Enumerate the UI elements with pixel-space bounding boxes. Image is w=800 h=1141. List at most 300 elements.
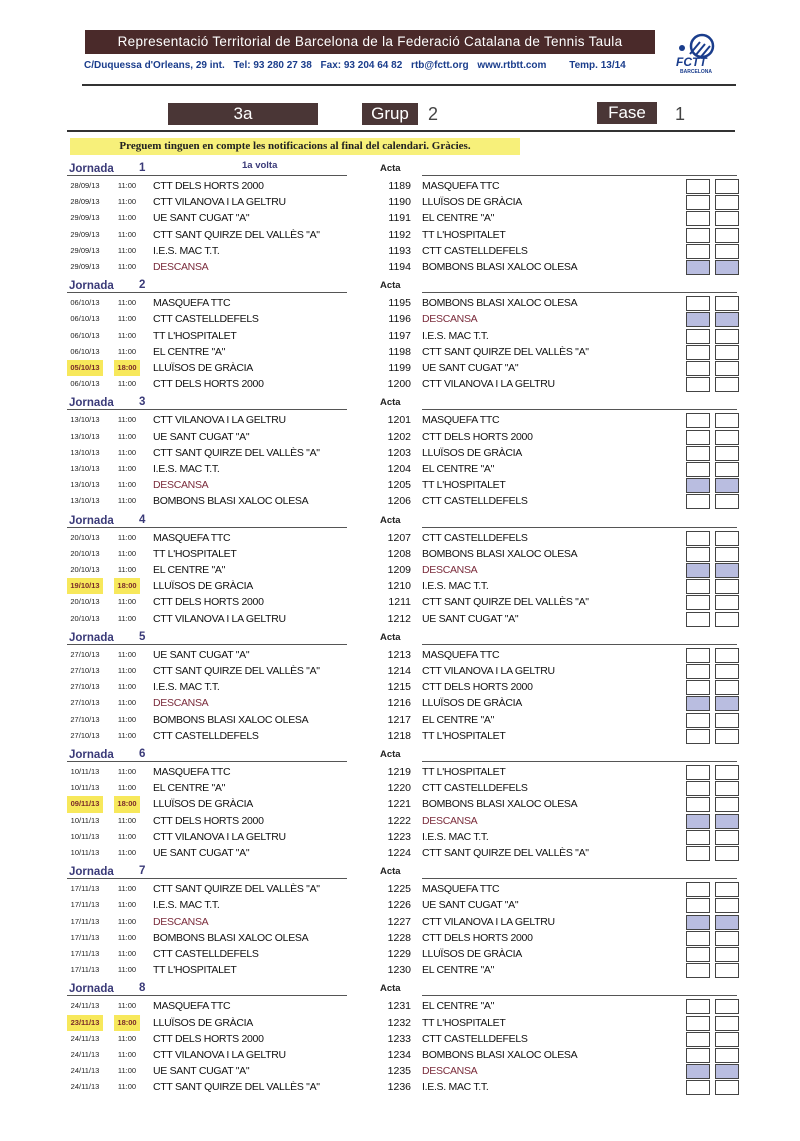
acta-number: 1234 xyxy=(387,1048,411,1061)
away-team: EL CENTRE "A" xyxy=(422,964,495,977)
away-score-box[interactable] xyxy=(715,1080,739,1095)
match-row xyxy=(67,546,737,562)
acta-number: 1195 xyxy=(388,297,411,310)
home-score-box[interactable] xyxy=(686,648,710,663)
acta-number: 1189 xyxy=(388,180,411,192)
header-rule-left xyxy=(67,995,347,996)
acta-number: 1216 xyxy=(387,697,411,710)
match-time: 18:00 xyxy=(114,1015,140,1031)
away-team: CTT DELS HORTS 2000 xyxy=(422,931,533,944)
home-score-box[interactable] xyxy=(686,478,710,493)
notice-banner: Preguem tinguen en compte les notificacions al final del calendari. Gràcies. xyxy=(70,138,520,155)
home-score-box[interactable] xyxy=(686,595,710,610)
home-team: UE SANT CUGAT "A" xyxy=(153,1065,250,1078)
away-team: LLUÏSOS DE GRÀCIA xyxy=(422,947,522,960)
match-date: 24/11/13 xyxy=(70,1033,100,1043)
away-score-box[interactable] xyxy=(715,846,739,861)
match-row xyxy=(67,1063,737,1079)
match-row xyxy=(67,780,737,796)
match-row xyxy=(67,881,737,897)
match-row xyxy=(67,1047,737,1063)
acta-header: Acta xyxy=(380,749,401,760)
away-team: EL CENTRE "A" xyxy=(422,1000,495,1013)
jornada-section xyxy=(67,512,737,627)
away-score-box[interactable] xyxy=(715,446,739,461)
jornada-number: 4 xyxy=(139,513,146,526)
acta-number: 1214 xyxy=(387,664,411,677)
volta-label: 1a volta xyxy=(242,160,278,171)
match-time: 11:00 xyxy=(117,463,137,473)
away-score-box[interactable] xyxy=(715,547,739,562)
svg-text:BARCELONA: BARCELONA xyxy=(680,69,712,74)
home-score-box[interactable] xyxy=(686,446,710,461)
match-date: 28/09/13 xyxy=(70,197,100,207)
home-score-box[interactable] xyxy=(686,494,710,509)
match-time: 11:00 xyxy=(117,831,137,841)
header-rule-left xyxy=(67,409,347,410)
home-score-box[interactable] xyxy=(686,947,710,962)
acta-number: 1213 xyxy=(387,648,411,661)
header-rule-left xyxy=(67,292,347,293)
home-team: I.E.S. MAC T.T. xyxy=(153,899,220,912)
home-score-box[interactable] xyxy=(686,713,710,728)
match-time: 11:00 xyxy=(117,298,137,308)
home-score-box[interactable] xyxy=(686,179,710,194)
home-score-box[interactable] xyxy=(686,797,710,812)
acta-number: 1226 xyxy=(387,899,411,912)
away-team: TT L'HOSPITALET xyxy=(422,228,506,241)
away-score-box[interactable] xyxy=(715,595,739,610)
away-team: TT L'HOSPITALET xyxy=(422,1016,506,1029)
away-score-box[interactable] xyxy=(715,1032,739,1047)
away-score-box[interactable] xyxy=(715,195,739,210)
away-score-box[interactable] xyxy=(715,882,739,897)
away-team: I.E.S. MAC T.T. xyxy=(422,580,489,593)
away-score-box[interactable] xyxy=(715,947,739,962)
match-row xyxy=(67,728,737,744)
away-team: CTT DELS HORTS 2000 xyxy=(422,681,533,694)
away-score-box[interactable] xyxy=(715,931,739,946)
home-score-box[interactable] xyxy=(686,1080,710,1095)
jornada-label: Jornada xyxy=(69,280,114,293)
home-score-box[interactable] xyxy=(686,563,710,578)
match-row xyxy=(67,679,737,695)
match-date: 06/10/13 xyxy=(70,298,100,308)
match-time: 11:00 xyxy=(117,532,137,542)
away-team: CTT CASTELLDEFELS xyxy=(422,244,528,257)
match-date: 13/10/13 xyxy=(70,480,100,490)
away-score-box[interactable] xyxy=(715,244,739,259)
match-time: 11:00 xyxy=(117,213,137,223)
home-score-box[interactable] xyxy=(686,729,710,744)
away-team: BOMBONS BLASI XALOC OLESA xyxy=(422,1048,578,1061)
match-date: 20/10/13 xyxy=(70,597,100,607)
away-score-box[interactable] xyxy=(715,430,739,445)
match-date: 10/11/13 xyxy=(70,815,100,825)
away-score-box[interactable] xyxy=(715,1064,739,1079)
home-score-box[interactable] xyxy=(686,361,710,376)
home-score-box[interactable] xyxy=(686,765,710,780)
away-team: EL CENTRE "A" xyxy=(422,462,495,475)
svg-text:FCTT: FCTT xyxy=(676,55,707,69)
home-score-box[interactable] xyxy=(686,430,710,445)
home-score-box[interactable] xyxy=(686,413,710,428)
jornada-label: Jornada xyxy=(69,983,114,996)
jornada-header xyxy=(67,629,737,647)
away-score-box[interactable] xyxy=(715,1048,739,1063)
email-link[interactable]: rtb@fctt.org xyxy=(411,60,469,71)
home-team: UE SANT CUGAT "A" xyxy=(153,846,250,859)
away-score-box[interactable] xyxy=(715,696,739,711)
home-score-box[interactable] xyxy=(686,579,710,594)
home-score-box[interactable] xyxy=(686,898,710,913)
match-time: 11:00 xyxy=(117,916,137,926)
match-time: 11:00 xyxy=(117,932,137,942)
home-team: CTT VILANOVA I LA GELTRU xyxy=(153,1048,286,1061)
header-rule-right xyxy=(422,292,737,293)
home-score-box[interactable] xyxy=(686,1048,710,1063)
match-date: 13/10/13 xyxy=(70,496,100,506)
acta-number: 1192 xyxy=(388,228,411,241)
away-score-box[interactable] xyxy=(715,296,739,311)
acta-number: 1218 xyxy=(387,729,411,742)
home-team: UE SANT CUGAT "A" xyxy=(153,212,250,225)
match-time: 11:00 xyxy=(117,649,137,659)
acta-number: 1202 xyxy=(387,430,411,443)
match-row xyxy=(67,897,737,913)
home-score-box[interactable] xyxy=(686,882,710,897)
acta-number: 1212 xyxy=(387,612,411,625)
home-team: CTT VILANOVA I LA GELTRU xyxy=(153,612,286,625)
away-score-box[interactable] xyxy=(715,814,739,829)
header-divider xyxy=(82,84,736,86)
home-score-box[interactable] xyxy=(686,963,710,978)
home-score-box[interactable] xyxy=(686,195,710,210)
away-score-box[interactable] xyxy=(715,462,739,477)
home-team: CTT VILANOVA I LA GELTRU xyxy=(153,830,286,843)
match-date: 29/09/13 xyxy=(70,261,100,271)
away-score-box[interactable] xyxy=(715,494,739,509)
home-score-box[interactable] xyxy=(686,999,710,1014)
match-time: 11:00 xyxy=(117,900,137,910)
home-team: BOMBONS BLASI XALOC OLESA xyxy=(153,713,309,726)
home-score-box[interactable] xyxy=(686,1064,710,1079)
away-score-box[interactable] xyxy=(715,830,739,845)
match-row xyxy=(67,461,737,477)
home-score-box[interactable] xyxy=(686,680,710,695)
jornada-section xyxy=(67,629,737,744)
acta-number: 1191 xyxy=(388,212,411,225)
acta-header: Acta xyxy=(380,280,401,292)
match-time: 11:00 xyxy=(117,597,137,607)
away-score-box[interactable] xyxy=(715,999,739,1014)
acta-header: Acta xyxy=(380,983,401,995)
jornada-number: 3 xyxy=(139,396,146,409)
away-score-box[interactable] xyxy=(715,413,739,428)
home-team: DESCANSA xyxy=(153,697,209,710)
away-score-box[interactable] xyxy=(715,664,739,679)
match-date: 27/10/13 xyxy=(70,714,100,724)
grup-label-box: Grup xyxy=(362,103,418,125)
jornada-label: Jornada xyxy=(69,631,114,644)
home-team: CTT SANT QUIRZE DEL VALLÈS "A" xyxy=(153,1081,320,1094)
jornada-header xyxy=(67,863,737,881)
match-date: 17/11/13 xyxy=(70,884,100,894)
acta-number: 1219 xyxy=(387,766,411,778)
match-date: 20/10/13 xyxy=(70,613,100,623)
match-date: 06/10/13 xyxy=(70,330,100,340)
match-date: 27/10/13 xyxy=(70,665,100,675)
match-time: 11:00 xyxy=(117,548,137,558)
acta-number: 1205 xyxy=(387,479,411,492)
match-date: 10/11/13 xyxy=(70,831,100,841)
match-time: 11:00 xyxy=(117,613,137,623)
match-date: 17/11/13 xyxy=(70,948,100,958)
match-row xyxy=(67,663,737,679)
away-team: CTT SANT QUIRZE DEL VALLÈS "A" xyxy=(422,596,589,609)
match-row xyxy=(67,594,737,610)
match-row xyxy=(67,493,737,509)
match-row xyxy=(67,712,737,728)
away-score-box[interactable] xyxy=(715,781,739,796)
match-row xyxy=(67,227,737,243)
away-score-box[interactable] xyxy=(715,915,739,930)
header-rule-left xyxy=(67,527,347,528)
away-team: CTT VILANOVA I LA GELTRU xyxy=(422,378,555,391)
away-score-box[interactable] xyxy=(715,531,739,546)
acta-number: 1196 xyxy=(388,313,411,326)
away-score-box[interactable] xyxy=(715,612,739,627)
match-row xyxy=(67,429,737,445)
jornada-number: 7 xyxy=(139,865,146,878)
home-team: CTT VILANOVA I LA GELTRU xyxy=(153,196,286,209)
away-score-box[interactable] xyxy=(715,312,739,327)
away-score-box[interactable] xyxy=(715,179,739,194)
away-team: DESCANSA xyxy=(422,563,478,576)
season: Temp. 13/14 xyxy=(569,60,626,71)
acta-number: 1206 xyxy=(387,495,411,508)
home-score-box[interactable] xyxy=(686,612,710,627)
away-score-box[interactable] xyxy=(715,765,739,780)
away-score-box[interactable] xyxy=(715,648,739,663)
header-rule-right xyxy=(422,175,737,176)
header-rule-right xyxy=(422,995,737,996)
match-time: 11:00 xyxy=(117,346,137,356)
home-score-box[interactable] xyxy=(686,462,710,477)
home-team: CTT SANT QUIRZE DEL VALLÈS "A" xyxy=(153,228,320,241)
jornada-number: 8 xyxy=(139,982,146,995)
home-score-box[interactable] xyxy=(686,696,710,711)
match-date: 29/09/13 xyxy=(70,213,100,223)
match-row xyxy=(67,344,737,360)
home-team: BOMBONS BLASI XALOC OLESA xyxy=(153,495,309,508)
phone: Tel: 93 280 27 38 xyxy=(233,60,312,71)
home-score-box[interactable] xyxy=(686,846,710,861)
match-row xyxy=(67,477,737,493)
match-row xyxy=(67,796,737,812)
away-score-box[interactable] xyxy=(715,329,739,344)
acta-number: 1193 xyxy=(388,244,411,257)
match-date: 27/10/13 xyxy=(70,698,100,708)
home-team: I.E.S. MAC T.T. xyxy=(153,462,220,475)
home-score-box[interactable] xyxy=(686,814,710,829)
acta-header: Acta xyxy=(380,397,401,409)
acta-number: 1203 xyxy=(387,446,411,459)
website-link[interactable]: www.rtbtt.com xyxy=(477,60,547,71)
home-score-box[interactable] xyxy=(686,345,710,360)
header-rule-left xyxy=(67,761,347,762)
acta-number: 1199 xyxy=(388,361,411,374)
home-team: TT L'HOSPITALET xyxy=(153,547,237,560)
match-time: 11:00 xyxy=(117,1001,137,1011)
home-team: DESCANSA xyxy=(153,479,209,492)
match-time: 11:00 xyxy=(117,564,137,574)
match-row xyxy=(67,328,737,344)
home-team: LLUÏSOS DE GRÀCIA xyxy=(153,361,253,374)
home-score-box[interactable] xyxy=(686,296,710,311)
home-team: CTT SANT QUIRZE DEL VALLÈS "A" xyxy=(153,664,320,677)
away-score-box[interactable] xyxy=(715,1016,739,1031)
match-time: 11:00 xyxy=(117,181,137,190)
acta-number: 1197 xyxy=(388,329,411,342)
away-team: MASQUEFA TTC xyxy=(422,180,500,192)
jornada-section xyxy=(67,160,737,275)
acta-header: Acta xyxy=(380,631,401,643)
jornada-number: 2 xyxy=(139,279,146,292)
away-score-box[interactable] xyxy=(715,563,739,578)
home-score-box[interactable] xyxy=(686,1032,710,1047)
home-score-box[interactable] xyxy=(686,664,710,679)
match-row xyxy=(67,647,737,663)
away-score-box[interactable] xyxy=(715,963,739,978)
match-row xyxy=(67,611,737,627)
header-rule-left xyxy=(67,175,347,176)
acta-number: 1229 xyxy=(387,947,411,960)
match-time: 11:00 xyxy=(117,1049,137,1059)
federation-title: Representació Territorial de Barcelona de la Federació Catalana de Tennis Taula xyxy=(85,30,655,54)
match-row xyxy=(67,210,737,226)
home-score-box[interactable] xyxy=(686,377,710,392)
home-score-box[interactable] xyxy=(686,1016,710,1031)
acta-number: 1225 xyxy=(387,883,411,896)
away-team: EL CENTRE "A" xyxy=(422,212,495,225)
home-score-box[interactable] xyxy=(686,228,710,243)
home-team: EL CENTRE "A" xyxy=(153,345,226,358)
home-score-box[interactable] xyxy=(686,781,710,796)
match-row xyxy=(67,259,737,275)
acta-number: 1224 xyxy=(387,846,411,859)
match-date: 06/10/13 xyxy=(70,346,100,356)
home-score-box[interactable] xyxy=(686,211,710,226)
home-score-box[interactable] xyxy=(686,931,710,946)
match-row xyxy=(67,914,737,930)
home-team: UE SANT CUGAT "A" xyxy=(153,430,250,443)
away-score-box[interactable] xyxy=(715,260,739,275)
match-date: 13/10/13 xyxy=(70,415,100,425)
match-time: 11:00 xyxy=(117,431,137,441)
home-score-box[interactable] xyxy=(686,329,710,344)
match-row xyxy=(67,295,737,311)
home-team: MASQUEFA TTC xyxy=(153,766,231,778)
match-time: 11:00 xyxy=(117,965,137,975)
match-row xyxy=(67,376,737,392)
away-score-box[interactable] xyxy=(715,478,739,493)
jornada-header xyxy=(67,160,737,178)
away-score-box[interactable] xyxy=(715,713,739,728)
home-score-box[interactable] xyxy=(686,915,710,930)
match-date: 10/11/13 xyxy=(70,767,100,776)
match-date: 13/10/13 xyxy=(70,447,100,457)
match-date: 13/10/13 xyxy=(70,431,100,441)
match-date: 10/11/13 xyxy=(70,847,100,857)
away-team: BOMBONS BLASI XALOC OLESA xyxy=(422,798,578,811)
acta-header: Acta xyxy=(380,514,401,526)
away-team: I.E.S. MAC T.T. xyxy=(422,1081,489,1094)
home-team: CTT CASTELLDEFELS xyxy=(153,947,259,960)
match-time: 11:00 xyxy=(117,767,137,776)
away-team: CTT CASTELLDEFELS xyxy=(422,1032,528,1045)
header-rule-left xyxy=(67,878,347,879)
away-score-box[interactable] xyxy=(715,361,739,376)
away-team: I.E.S. MAC T.T. xyxy=(422,830,489,843)
match-row xyxy=(67,445,737,461)
home-score-box[interactable] xyxy=(686,260,710,275)
acta-number: 1198 xyxy=(388,345,411,358)
away-score-box[interactable] xyxy=(715,680,739,695)
home-team: CTT DELS HORTS 2000 xyxy=(153,180,264,192)
jornada-label: Jornada xyxy=(69,514,114,527)
match-date: 24/11/13 xyxy=(70,1001,100,1011)
home-score-box[interactable] xyxy=(686,244,710,259)
away-score-box[interactable] xyxy=(715,345,739,360)
home-team: CTT SANT QUIRZE DEL VALLÈS "A" xyxy=(153,446,320,459)
home-team: LLUÏSOS DE GRÀCIA xyxy=(153,1016,253,1029)
away-score-box[interactable] xyxy=(715,729,739,744)
away-score-box[interactable] xyxy=(715,211,739,226)
fctt-logo xyxy=(662,32,724,74)
home-team: MASQUEFA TTC xyxy=(153,531,231,544)
match-date: 17/11/13 xyxy=(70,916,100,926)
acta-number: 1228 xyxy=(387,931,411,944)
acta-number: 1223 xyxy=(387,830,411,843)
home-team: CTT VILANOVA I LA GELTRU xyxy=(153,414,286,427)
away-score-box[interactable] xyxy=(715,228,739,243)
home-score-box[interactable] xyxy=(686,531,710,546)
match-date: 24/11/13 xyxy=(70,1066,100,1076)
division-box: 3a xyxy=(168,103,318,125)
home-score-box[interactable] xyxy=(686,312,710,327)
away-team: LLUÏSOS DE GRÀCIA xyxy=(422,697,522,710)
match-time: 11:00 xyxy=(117,948,137,958)
away-score-box[interactable] xyxy=(715,377,739,392)
home-score-box[interactable] xyxy=(686,547,710,562)
match-date: 20/10/13 xyxy=(70,548,100,558)
away-team: CTT VILANOVA I LA GELTRU xyxy=(422,915,555,928)
home-team: LLUÏSOS DE GRÀCIA xyxy=(153,798,253,811)
match-date: 19/10/13 xyxy=(67,578,103,594)
away-team: CTT CASTELLDEFELS xyxy=(422,495,528,508)
match-date: 24/11/13 xyxy=(70,1082,100,1092)
match-time: 11:00 xyxy=(117,665,137,675)
match-time: 11:00 xyxy=(117,714,137,724)
away-score-box[interactable] xyxy=(715,898,739,913)
away-score-box[interactable] xyxy=(715,797,739,812)
header-rule-left xyxy=(67,644,347,645)
match-row xyxy=(67,930,737,946)
away-score-box[interactable] xyxy=(715,579,739,594)
acta-number: 1232 xyxy=(387,1016,411,1029)
home-score-box[interactable] xyxy=(686,830,710,845)
